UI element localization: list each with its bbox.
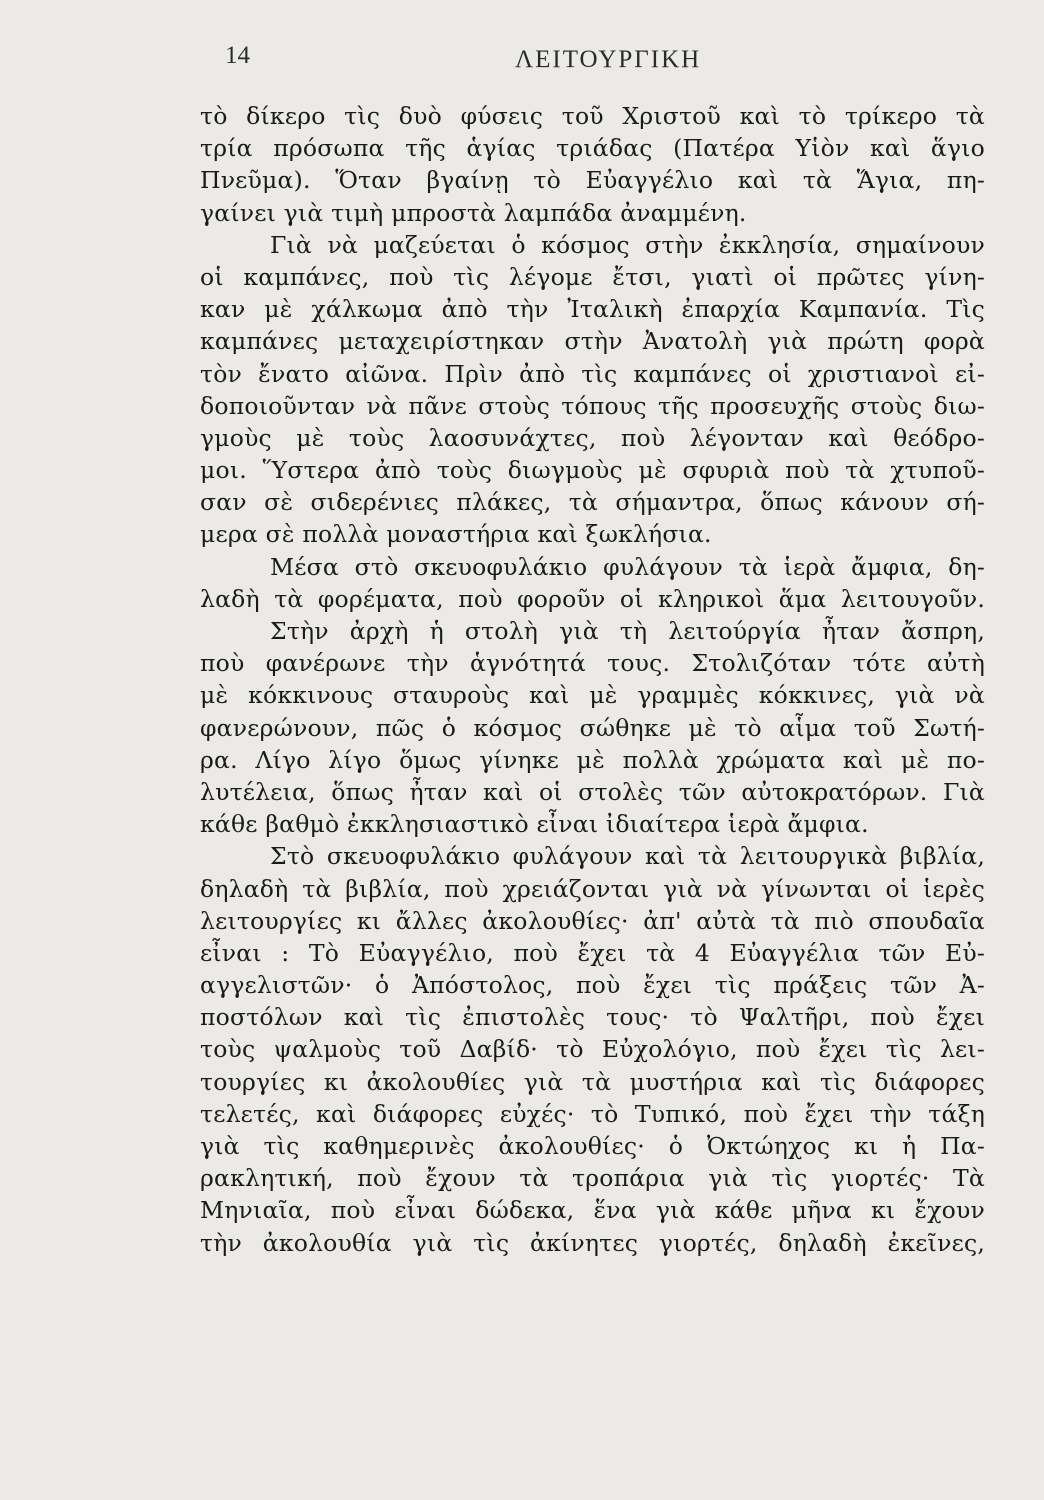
text-line: Μηνιαῖα, ποὺ εἶναι δώδεκα, ἕνα γιὰ κάθε μῆνα κι ἔχουν bbox=[200, 1196, 985, 1225]
text-line: τὸν ἔνατο αἰῶνα. Πρὶν ἀπὸ τὶς καμπάνες οἱ χριστιανοὶ εἰ- bbox=[200, 359, 985, 388]
text-line: ποστόλων καὶ τὶς ἐπιστολὲς τους· τὸ Ψαλτῆρι, ποὺ ἔχει bbox=[200, 1003, 985, 1032]
text-line: μὲ κόκκινους σταυροὺς καὶ μὲ γραμμὲς κόκκινες, γιὰ νὰ bbox=[200, 681, 985, 710]
page-header bbox=[225, 42, 984, 82]
text-line: Μέσα στὸ σκευοφυλάκιο φυλάγουν τὰ ἱερὰ ἄμφια, δη- bbox=[270, 552, 985, 581]
text-line: λειτουργίες κι ἄλλες ἀκολουθίες· ἀπ' αὐτὰ τὰ πιὸ σπουδαῖα bbox=[200, 906, 985, 935]
text-line: οἱ καμπάνες, ποὺ τὶς λέγομε ἔτσι, γιατὶ οἱ πρῶτες γίνη- bbox=[200, 262, 985, 291]
text-line: δηλαδὴ τὰ βιβλία, ποὺ χρειάζονται γιὰ νὰ γίνωνται οἱ ἱερὲς bbox=[200, 874, 985, 903]
text-line: δοποιοῦνταν νὰ πᾶνε στοὺς τόπους τῆς προσευχῆς στοὺς διω- bbox=[200, 391, 985, 420]
text-line: μοι. Ὕστερα ἀπὸ τοὺς διωγμοὺς μὲ σφυριὰ ποὺ τὰ χτυποῦ- bbox=[200, 456, 985, 485]
text-line: Στὴν ἀρχὴ ἡ στολὴ γιὰ τὴ λειτούργία ἦταν ἄσπρη, bbox=[270, 617, 985, 645]
text-line: λυτέλεια, ὅπως ἦταν καὶ οἱ στολὲς τῶν αὐτοκρατόρων. Γιὰ bbox=[200, 777, 985, 806]
text-line: γμοὺς μὲ τοὺς λαοσυνάχτες, ποὺ λέγονταν καὶ θεόδρο- bbox=[200, 423, 985, 452]
text-line: εἶναι : Τὸ Εὐαγγέλιο, ποὺ ἔχει τὰ 4 Εὐαγγέλια τῶν Εὐ- bbox=[200, 938, 985, 967]
text-line: καν μὲ χάλκωμα ἀπὸ τὴν Ἰταλικὴ ἐπαρχία Καμπανία. Τὶς bbox=[200, 295, 985, 324]
text-line: φανερώνουν, πῶς ὁ κόσμος σώθηκε μὲ τὸ αἷμα τοῦ Σωτή- bbox=[200, 713, 985, 742]
text-line: τουργίες κι ἀκολουθίες γιὰ τὰ μυστήρια καὶ τὶς διάφορες bbox=[200, 1067, 985, 1096]
text-line: σαν σὲ σιδερένιες πλάκες, τὰ σήμαντρα, ὅπως κάνουν σή- bbox=[200, 488, 985, 517]
text-line: τὸ δίκερο τὶς δυὸ φύσεις τοῦ Χριστοῦ καὶ τὸ τρίκερο τὰ bbox=[200, 102, 985, 130]
text-line: τὴν ἀκολουθία γιὰ τὶς ἀκίνητες γιορτές, δηλαδὴ ἐκεῖνες, bbox=[200, 1228, 985, 1257]
text-line: κάθε βαθμὸ ἐκκλησιαστικὸ εἶναι ἰδιαίτερα ἱερὰ ἄμφια. bbox=[200, 810, 869, 839]
text-line: καμπάνες μεταχειρίστηκαν στὴν Ἀνατολὴ γιὰ πρώτη φορὰ bbox=[200, 327, 985, 356]
running-title: ΛΕΙΤΟΥΡΓΙΚΗ bbox=[515, 46, 702, 73]
text-line: Πνεῦμα). Ὅταν βγαίνῃ τὸ Εὐαγγέλιο καὶ τὰ Ἅγια, πη- bbox=[200, 166, 985, 195]
text-line: γαίνει γιὰ τιμὴ μπροστὰ λαμπάδα ἀναμμένη. bbox=[200, 198, 747, 227]
page-number: 14 bbox=[225, 42, 250, 69]
text-line: Γιὰ νὰ μαζεύεται ὁ κόσμος στὴν ἐκκλησία, σημαίνουν bbox=[270, 230, 985, 259]
text-line: τελετές, καὶ διάφορες εὐχές· τὸ Τυπικό, ποὺ ἔχει τὴν τάξη bbox=[200, 1099, 985, 1128]
text-line: γιὰ τὶς καθημερινὲς ἀκολουθίες· ὁ Ὀκτώηχος κι ἡ Πα- bbox=[200, 1132, 985, 1160]
text-line: ρακλητική, ποὺ ἔχουν τὰ τροπάρια γιὰ τὶς γιορτές· Τὰ bbox=[200, 1164, 985, 1193]
text-line: μερα σὲ πολλὰ μοναστήρια καὶ ξωκλήσια. bbox=[200, 520, 712, 549]
body-text bbox=[200, 100, 985, 1259]
text-line: λαδὴ τὰ φορέματα, ποὺ φοροῦν οἱ κληρικοὶ ἅμα λειτουγοῦν. bbox=[200, 584, 985, 613]
text-line: ποὺ φανέρωνε τὴν ἁγνότητά τους. Στολιζόταν τότε αὐτὴ bbox=[200, 649, 985, 678]
text-line: τοὺς ψαλμοὺς τοῦ Δαβίδ· τὸ Εὐχολόγιο, ποὺ ἔχει τὶς λει- bbox=[200, 1035, 985, 1064]
text-line: Στὸ σκευοφυλάκιο φυλάγουν καὶ τὰ λειτουργικὰ βιβλία, bbox=[270, 842, 985, 871]
text-line: τρία πρόσωπα τῆς ἁγίας τριάδας (Πατέρα Υἱὸν καὶ ἅγιο bbox=[200, 134, 985, 163]
text-line: αγγελιστῶν· ὁ Ἀπόστολος, ποὺ ἔχει τὶς πράξεις τῶν Ἀ- bbox=[200, 971, 985, 1000]
text-line: ρα. Λίγο λίγο ὅμως γίνηκε μὲ πολλὰ χρώματα καὶ μὲ πο- bbox=[200, 745, 985, 774]
